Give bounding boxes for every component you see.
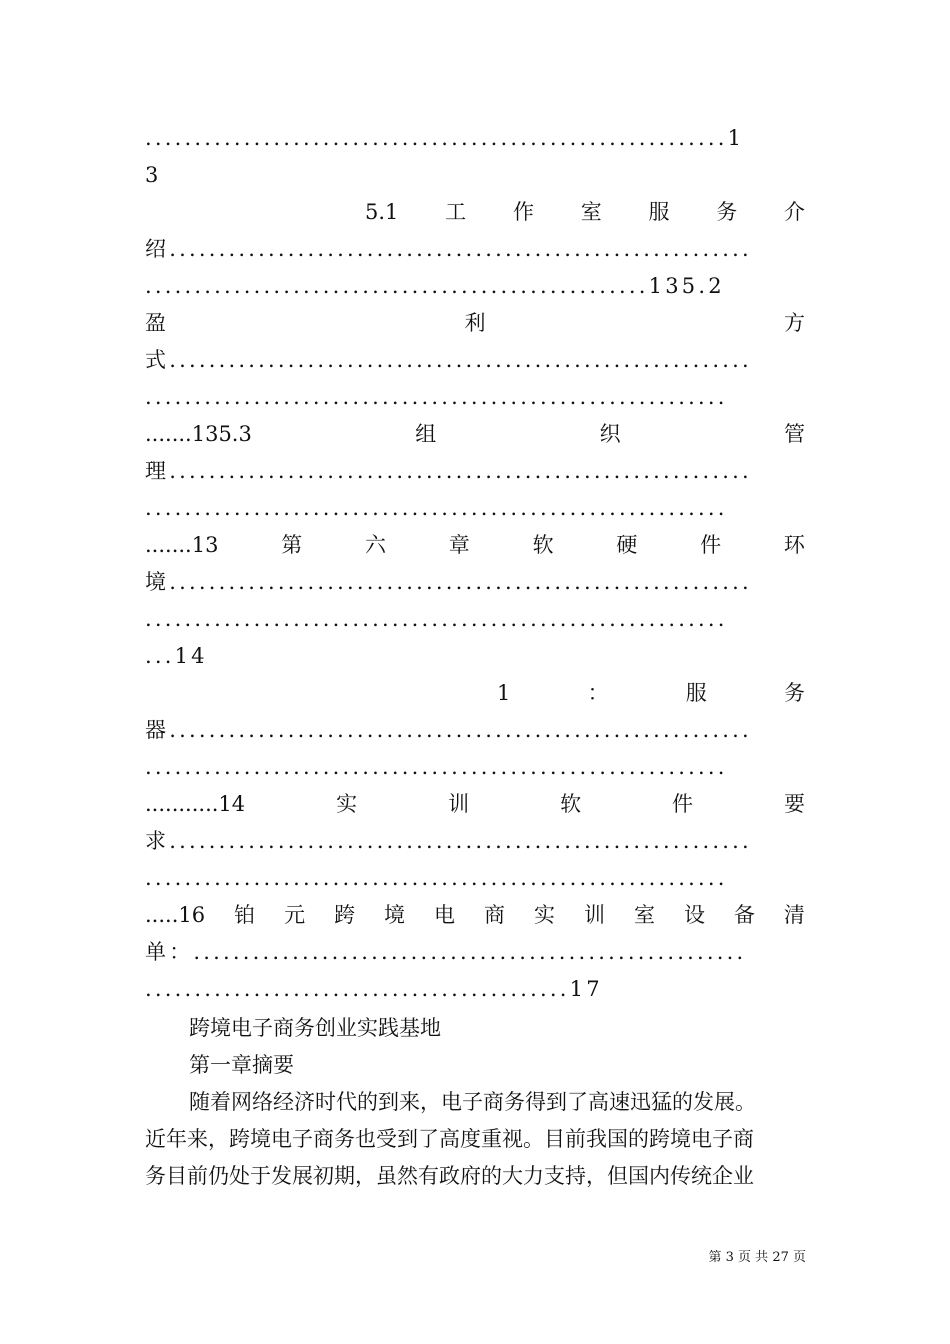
toc-word: 件 bbox=[700, 533, 722, 557]
toc-word: 元 bbox=[284, 903, 306, 927]
toc-word: 室 bbox=[580, 200, 602, 224]
toc-word: 章 bbox=[448, 533, 470, 557]
toc-entry-chapter-6 bbox=[145, 527, 805, 563]
document-title: 跨境电子商务创业实践基地 bbox=[189, 1016, 441, 1040]
toc-word: 商 bbox=[484, 903, 506, 927]
paragraph-line-1: 随着网络经济时代的到来，电子商务得到了高速迅猛的发展。 bbox=[189, 1090, 756, 1114]
toc-line-5: ...................................................135.2 bbox=[145, 274, 725, 298]
toc-entry-5-3 bbox=[145, 416, 805, 452]
toc-word: 务 bbox=[716, 200, 738, 224]
toc-word: 盈 bbox=[145, 311, 166, 335]
toc-word: 训 bbox=[448, 792, 470, 816]
toc-line-24: ...........................................17 bbox=[145, 977, 603, 1001]
toc-line-18: ........................................................... bbox=[145, 755, 728, 779]
toc-word: 清 bbox=[783, 903, 805, 927]
toc-word: 1 bbox=[497, 681, 511, 705]
toc-word: 硬 bbox=[616, 533, 638, 557]
toc-entry-server bbox=[497, 675, 805, 711]
toc-word: 要 bbox=[784, 792, 805, 816]
toc-word: 铂 bbox=[234, 903, 256, 927]
toc-word: 训 bbox=[583, 903, 605, 927]
toc-word: 5.1 bbox=[365, 200, 399, 224]
toc-word: 软 bbox=[532, 533, 554, 557]
toc-word: 室 bbox=[633, 903, 655, 927]
toc-entry-equipment bbox=[145, 897, 805, 933]
toc-entry-software bbox=[145, 786, 805, 822]
toc-word: 备 bbox=[733, 903, 755, 927]
paragraph-line-2: 近年来，跨境电子商务也受到了高度重视。目前我国的跨境电子商 bbox=[145, 1127, 754, 1151]
page-number-footer: 第 3 页 共 27 页 bbox=[708, 1250, 806, 1265]
toc-word: ： bbox=[587, 681, 609, 705]
toc-word: 电 bbox=[434, 903, 456, 927]
toc-word: 作 bbox=[512, 200, 534, 224]
toc-word: 实 bbox=[336, 792, 358, 816]
toc-line-11: ........................................................... bbox=[145, 496, 728, 520]
toc-word: .....16 bbox=[145, 903, 206, 927]
toc-line-23: 单：........................................................ bbox=[145, 940, 747, 964]
toc-word: 管 bbox=[783, 422, 805, 446]
toc-line-17: 器........................................................... bbox=[145, 718, 752, 742]
toc-word: 设 bbox=[683, 903, 705, 927]
toc-line-15: ...14 bbox=[145, 644, 208, 668]
paragraph-line-3: 务目前仍处于发展初期，虽然有政府的大力支持，但国内传统企业 bbox=[145, 1164, 754, 1188]
toc-entry-5-2 bbox=[145, 305, 805, 341]
toc-word: 六 bbox=[365, 533, 387, 557]
toc-word: 工 bbox=[445, 200, 467, 224]
chapter-heading: 第一章摘要 bbox=[189, 1053, 294, 1077]
toc-word: 环 bbox=[783, 533, 805, 557]
toc-word: 境 bbox=[384, 903, 406, 927]
toc-line-2: 3 bbox=[145, 163, 159, 187]
toc-word: 务 bbox=[783, 681, 805, 705]
toc-word: 服 bbox=[685, 681, 707, 705]
toc-word: 织 bbox=[599, 422, 621, 446]
toc-line-10: 理........................................................... bbox=[145, 459, 752, 483]
toc-word: 服 bbox=[648, 200, 670, 224]
toc-word: ...........14 bbox=[145, 792, 246, 816]
toc-word: 件 bbox=[672, 792, 694, 816]
toc-word: 实 bbox=[534, 903, 555, 927]
toc-line-8: ........................................................... bbox=[145, 385, 728, 409]
toc-line-20: 求........................................................... bbox=[145, 829, 752, 853]
toc-word: 介 bbox=[784, 200, 805, 224]
toc-line-14: ........................................................... bbox=[145, 607, 728, 631]
toc-word: 软 bbox=[560, 792, 582, 816]
toc-line-1: ...........................................................1 bbox=[145, 126, 745, 150]
toc-line-21: ........................................................... bbox=[145, 866, 728, 890]
toc-word: 方 bbox=[784, 311, 805, 335]
toc-word: 第 bbox=[281, 533, 303, 557]
toc-line-7: 式........................................................... bbox=[145, 348, 752, 372]
toc-entry-5-1 bbox=[365, 194, 805, 230]
toc-word: 跨 bbox=[334, 903, 356, 927]
toc-line-13: 境........................................................... bbox=[145, 570, 752, 594]
toc-word: 组 bbox=[415, 422, 437, 446]
toc-line-4: 绍........................................................... bbox=[145, 237, 752, 261]
toc-word: 利 bbox=[464, 311, 486, 335]
toc-word: .......135.3 bbox=[145, 422, 252, 446]
toc-word: .......13 bbox=[145, 533, 219, 557]
